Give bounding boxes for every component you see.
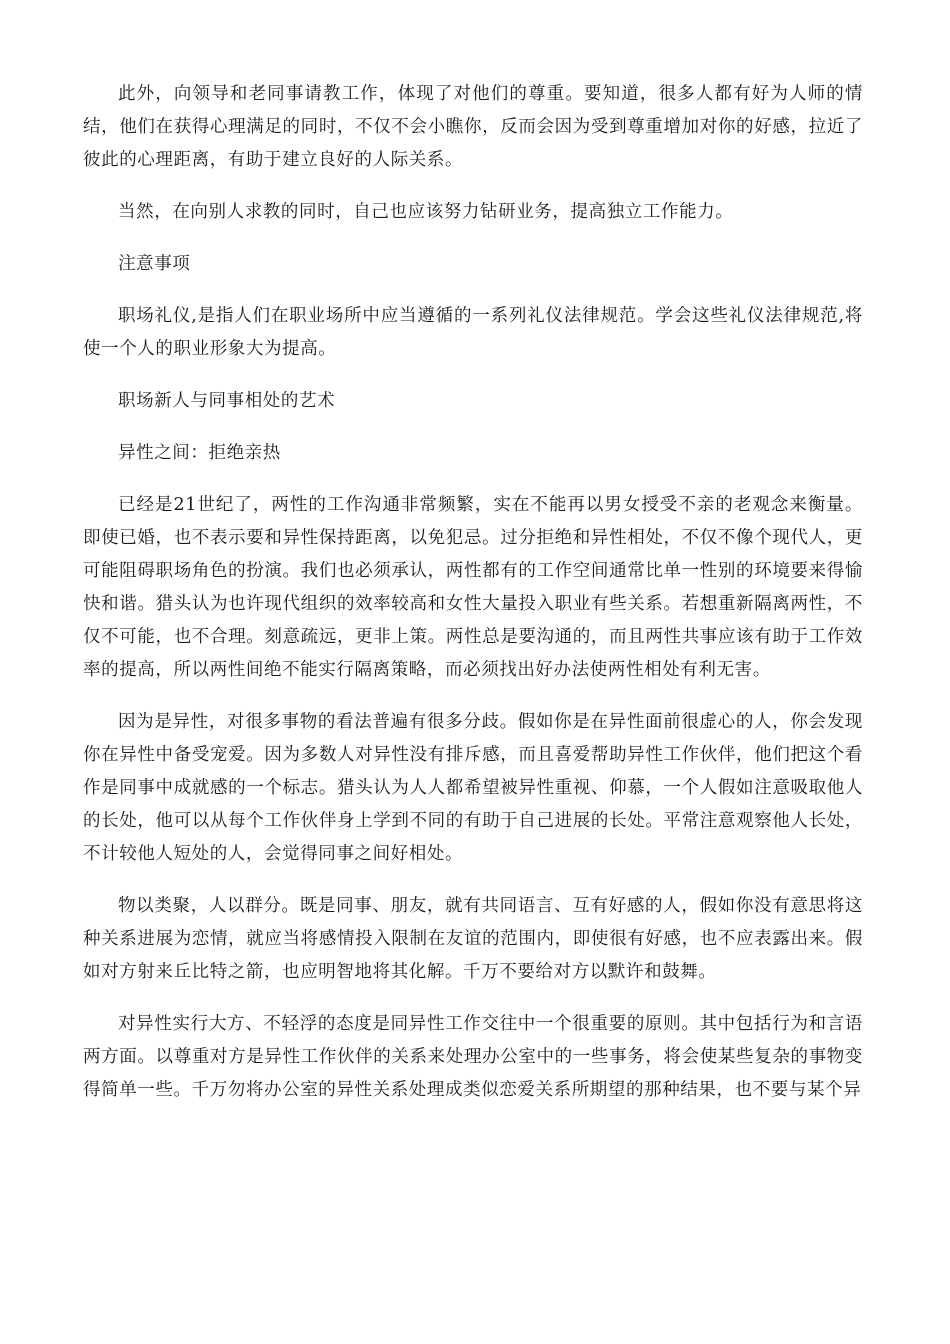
paragraph-self-study: 当然，在向别人求教的同时，自己也应该努力钻研业务，提高独立工作能力。: [118, 202, 734, 222]
paragraph-workplace-etiquette: 职场礼仪,是指人们在职业场所中应当遵循的一系列礼仪法律规范。学会这些礼仪法律规范,将使一个人的职业形象大为提高。: [83, 306, 863, 359]
paragraph-friendship-limits: 物以类聚，人以群分。既是同事、朋友，就有共同语言、互有好感的人，假如你没有意思将这种关系进展为恋情，就应当将感情投入限制在友谊的范围内，即使很有好感，也不应表露出来。假如对方射来丘比特之箭，也应明智地将其化解。千万不要给对方以默许和鼓舞。: [83, 896, 863, 982]
heading-opposite-sex: 异性之间：拒绝亲热: [118, 443, 281, 463]
document-body: [83, 78, 863, 1126]
paragraph-attitude: 对异性实行大方、不轻浮的态度是同异性工作交往中一个很重要的原则。其中包括行为和言语两方面。以尊重对方是异性工作伙伴的关系来处理办公室中的一些事务，将会使某些复杂的事物变得简单一些。千万勿将办公室的异性关系处理成类似恋爱关系所期望的那种结果，也不要与某个异: [83, 1014, 863, 1100]
paragraph-respect-seniors: 此外，向领导和老同事请教工作，体现了对他们的尊重。要知道，很多人都有好为人师的情结，他们在获得心理满足的同时，不仅不会小瞧你，反而会因为受到尊重增加对你的好感，拉近了彼此的心理距离，有助于建立良好的人际关系。: [83, 84, 863, 170]
heading-colleague-art: 职场新人与同事相处的艺术: [118, 391, 336, 411]
paragraph-differences: 因为是异性，对很多事物的看法普遍有很多分歧。假如你是在异性面前很虚心的人，你会发现你在异性中备受宠爱。因为多数人对异性没有排斥感，而且喜爱帮助异性工作伙伴，他们把这个看作是同事中成就感的一个标志。猎头认为人人都希望被异性重视、仰慕，一个人假如注意吸取他人的长处，他可以从每个工作伙伴身上学到不同的有助于自己进展的长处。平常注意观察他人长处，不计较他人短处的人，会觉得同事之间好相处。: [83, 712, 863, 864]
paragraph-gender-communication: 已经是21世纪了，两性的工作沟通非常频繁，实在不能再以男女授受不亲的老观念来衡量。即使已婚，也不表示要和异性保持距离，以免犯忌。过分拒绝和异性相处，不仅不像个现代人，更可能阻碍职场角色的扮演。我们也必须承认，两性都有的工作空间通常比单一性别的环境要来得愉快和谐。猎头认为也许现代组织的效率较高和女性大量投入职业有些关系。若想重新隔离两性，不仅不可能，也不合理。刻意疏远，更非上策。两性总是要沟通的，而且两性共事应该有助于工作效率的提高，所以两性间绝不能实行隔离策略，而必须找出好办法使两性相处有利无害。: [83, 495, 863, 680]
heading-notes: 注意事项: [118, 254, 191, 274]
